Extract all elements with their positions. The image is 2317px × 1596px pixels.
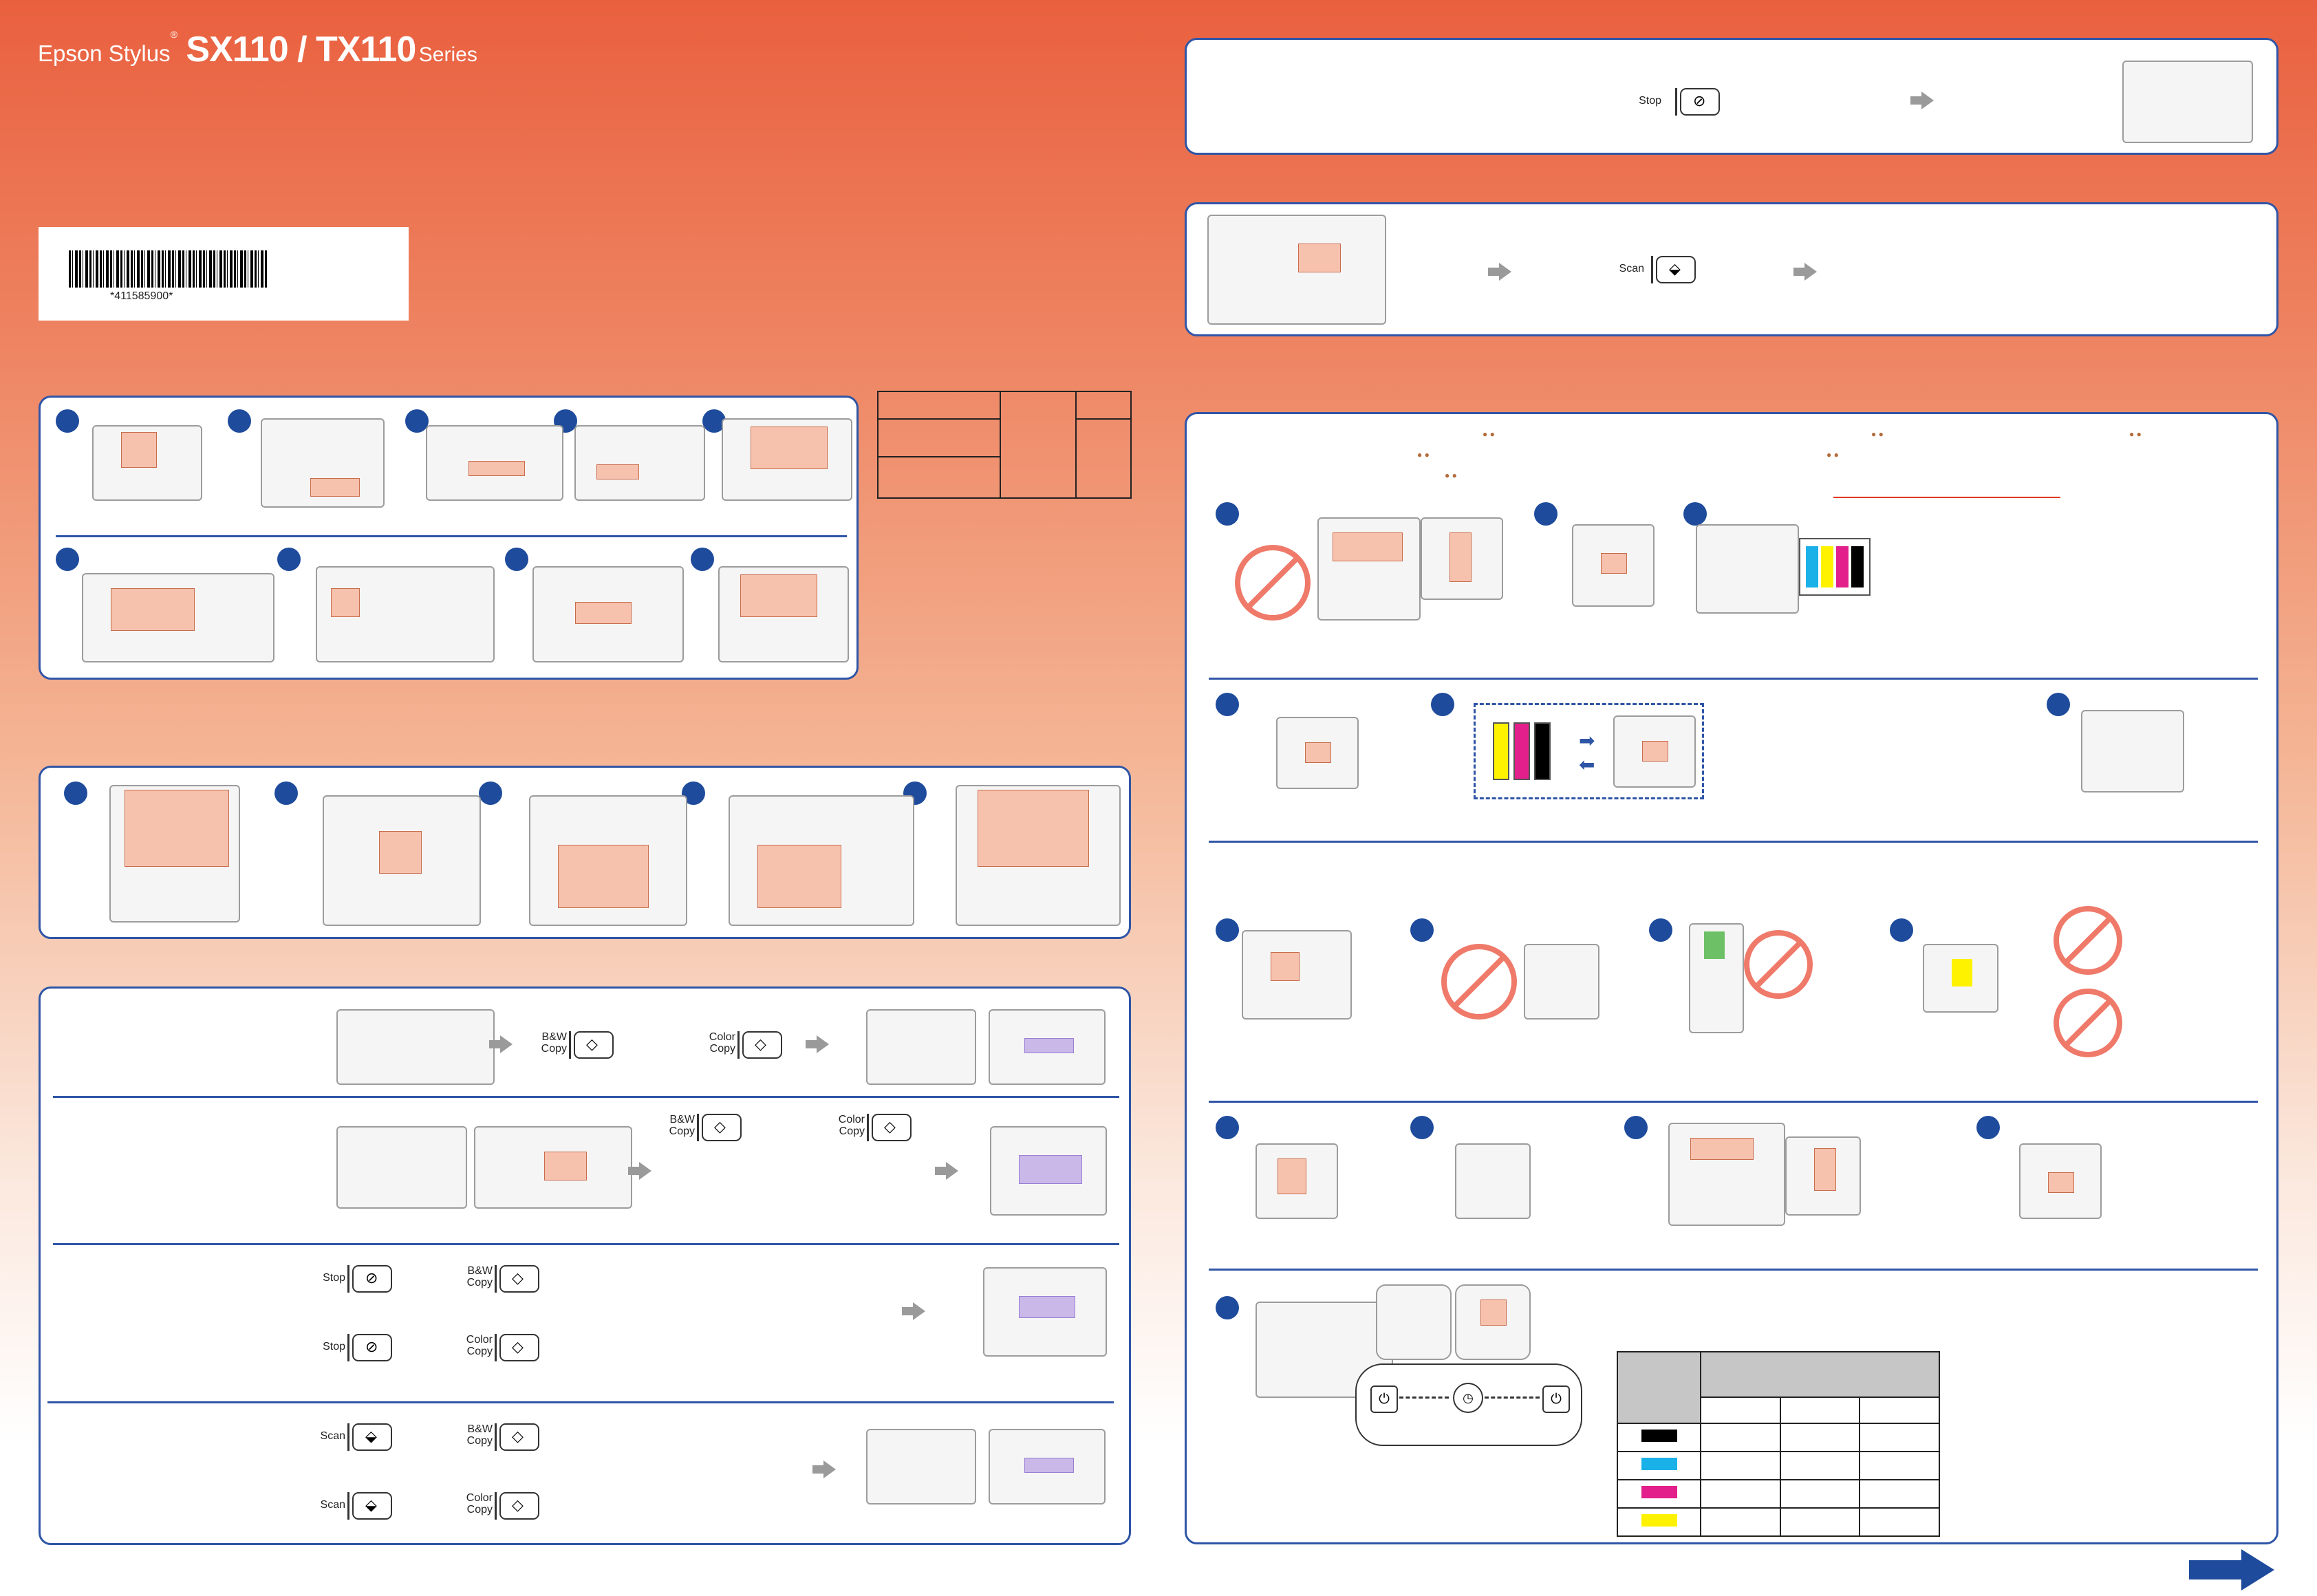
cartridge-insert-illustration xyxy=(1455,1143,1531,1219)
control-panel-illustration xyxy=(2019,1143,2102,1219)
color-copy-button[interactable] xyxy=(499,1492,539,1520)
ink-status-indicator: ● ● xyxy=(1826,450,1839,460)
button-separator xyxy=(347,1492,349,1520)
printer-illustration xyxy=(718,566,849,662)
scan-icon: ⬙ xyxy=(365,1427,377,1445)
step-marker xyxy=(1890,918,1913,942)
step-marker xyxy=(1410,918,1434,942)
step-marker xyxy=(405,409,429,433)
bw-copy-label: B&W Copy xyxy=(541,1031,567,1055)
step-marker xyxy=(1624,1116,1648,1139)
power-cord-illustration xyxy=(1376,1284,1452,1360)
step-marker xyxy=(1410,1116,1434,1139)
printer-illustration xyxy=(336,1126,467,1209)
step-marker xyxy=(277,548,301,571)
cartridge-holder-illustration xyxy=(1524,944,1599,1020)
arrow-right-icon xyxy=(913,1302,925,1320)
button-separator xyxy=(347,1423,349,1451)
stop-label: Stop xyxy=(323,1341,345,1352)
button-separator xyxy=(1675,88,1677,116)
bw-copy-button[interactable] xyxy=(574,1031,614,1059)
step-marker xyxy=(479,781,502,805)
scan-button[interactable] xyxy=(1656,256,1696,283)
divider xyxy=(47,1401,1114,1403)
paper-capacity-table xyxy=(877,391,1132,499)
start-icon: ◇ xyxy=(586,1035,598,1053)
paper-loading-panel xyxy=(39,396,859,680)
cartridge-unpack-illustration xyxy=(1689,923,1744,1033)
copy-output-illustration xyxy=(866,1429,976,1505)
arrow-right-icon xyxy=(817,1035,829,1053)
callout-line xyxy=(1833,497,2060,498)
bw-copy-button[interactable] xyxy=(499,1423,539,1451)
no-touch-icon xyxy=(1441,944,1517,1020)
ink-swatch-yellow xyxy=(1641,1514,1677,1527)
color-copy-label: Color Copy xyxy=(709,1031,735,1055)
step-marker xyxy=(56,548,79,571)
stop-icon: ⊘ xyxy=(365,1338,378,1355)
stop-button[interactable] xyxy=(1680,88,1720,116)
stop-panel xyxy=(1185,38,2278,155)
model-name: SX110 / TX110 xyxy=(186,30,416,69)
divider xyxy=(1209,678,2258,680)
ink-replacement-panel xyxy=(1185,412,2278,1544)
step-marker xyxy=(1216,1296,1239,1319)
document-placement-panel xyxy=(39,766,1131,939)
timer-icon: ◷ xyxy=(1453,1383,1483,1413)
barcode-box xyxy=(39,227,409,321)
ink-status-indicator: ● ● xyxy=(1483,429,1495,439)
no-touch-icon xyxy=(2054,906,2122,975)
copy-output-illustration xyxy=(989,1429,1106,1505)
scanner-illustration xyxy=(1207,215,1386,325)
step-marker xyxy=(64,781,87,805)
divider xyxy=(1209,841,2258,843)
ink-status-indicator: ● ● xyxy=(2129,429,2142,439)
printer-illustration xyxy=(532,566,684,662)
no-touch-icon xyxy=(1235,545,1311,621)
brand-title xyxy=(38,29,477,70)
color-copy-button[interactable] xyxy=(742,1031,782,1059)
start-icon: ◇ xyxy=(755,1035,766,1053)
button-separator xyxy=(495,1423,497,1451)
printer-open-illustration xyxy=(2081,710,2184,792)
arrow-right-icon xyxy=(500,1035,513,1053)
start-icon: ◇ xyxy=(884,1118,896,1135)
control-panel-illustration xyxy=(1572,524,1655,607)
printer-open-illustration xyxy=(1317,517,1421,621)
scan-button[interactable] xyxy=(352,1492,392,1520)
scanner-illustration xyxy=(323,795,481,926)
printer-illustration xyxy=(261,418,385,508)
ink-cartridge-set xyxy=(1799,538,1871,596)
copy-output-illustration xyxy=(990,1126,1107,1216)
start-icon: ◇ xyxy=(512,1427,524,1445)
arrow-right-icon xyxy=(1499,263,1511,281)
arrow-right-icon xyxy=(1804,263,1817,281)
brand-name: Epson Stylus xyxy=(38,41,171,66)
copy-output-illustration xyxy=(989,1009,1106,1085)
step-marker xyxy=(1649,918,1672,942)
cartridge-holder-illustration xyxy=(1785,1136,1861,1216)
cartridge-holder-illustration xyxy=(1421,517,1503,600)
next-page-arrow-icon[interactable] xyxy=(2189,1549,2276,1590)
printer-illustration xyxy=(316,566,495,662)
button-separator xyxy=(697,1114,699,1141)
copy-operations-panel xyxy=(39,986,1131,1545)
arrow-right-icon xyxy=(946,1162,958,1180)
printer-cartridges-illustration xyxy=(1696,524,1799,614)
power-icon: ⏻ xyxy=(1370,1385,1398,1413)
button-separator xyxy=(495,1334,497,1361)
step-marker xyxy=(228,409,251,433)
step-marker xyxy=(2047,693,2070,716)
bw-copy-label: B&W Copy xyxy=(466,1265,493,1288)
start-icon: ◇ xyxy=(714,1118,726,1135)
start-icon: ◇ xyxy=(512,1496,524,1513)
stop-icon: ⊘ xyxy=(1693,92,1706,109)
step-marker xyxy=(56,409,79,433)
printer-illustration xyxy=(722,418,852,501)
start-icon: ◇ xyxy=(512,1338,524,1355)
bw-copy-button[interactable] xyxy=(702,1114,742,1141)
barcode-text: *411585900* xyxy=(110,290,173,302)
scan-icon: ⬙ xyxy=(365,1496,377,1513)
bw-copy-label: B&W Copy xyxy=(466,1423,493,1447)
copy-output-illustration xyxy=(866,1009,976,1085)
step-marker xyxy=(1216,1116,1239,1139)
scanner-illustration xyxy=(956,785,1121,926)
color-copy-label: Color Copy xyxy=(466,1492,493,1516)
divider xyxy=(53,1096,1119,1098)
step-marker xyxy=(691,548,714,571)
step-marker xyxy=(1431,693,1454,716)
scan-label: Scan xyxy=(1619,263,1644,274)
power-icon: ⏻ xyxy=(1542,1385,1570,1413)
arrow-right-icon xyxy=(639,1162,651,1180)
power-button-illustration xyxy=(1455,1284,1531,1360)
button-separator xyxy=(1651,256,1653,283)
cartridge-insert-illustration xyxy=(1256,1143,1338,1219)
step-marker xyxy=(505,548,528,571)
color-copy-label: Color Copy xyxy=(838,1114,865,1137)
stop-button[interactable] xyxy=(352,1265,392,1293)
divider xyxy=(1209,1269,2258,1271)
button-separator xyxy=(737,1031,740,1059)
step-marker xyxy=(1216,918,1239,942)
step-marker xyxy=(1534,502,1558,526)
color-copy-button[interactable] xyxy=(872,1114,912,1141)
divider xyxy=(1209,1101,2258,1103)
scan-button[interactable] xyxy=(352,1423,392,1451)
ink-swatch-magenta xyxy=(1641,1486,1677,1498)
ink-status-indicator: ● ● xyxy=(1871,429,1884,439)
registered-mark: ® xyxy=(170,29,177,40)
cartridge-tape-illustration xyxy=(1923,944,1998,1013)
stop-label: Stop xyxy=(323,1272,345,1284)
printer-illustration xyxy=(82,573,274,662)
scanner-illustration xyxy=(109,785,240,923)
printer-illustration xyxy=(92,425,202,501)
barcode xyxy=(69,250,268,288)
button-separator xyxy=(867,1114,869,1141)
stop-button[interactable] xyxy=(352,1334,392,1361)
scanner-illustration xyxy=(729,795,914,926)
stop-icon: ⊘ xyxy=(365,1269,378,1286)
stop-label: Stop xyxy=(1639,95,1661,107)
arrow-right-icon xyxy=(1921,91,1934,109)
scanner-illustration xyxy=(474,1126,632,1209)
printer-illustration xyxy=(336,1009,495,1085)
step-marker xyxy=(1683,502,1707,526)
ink-swatch-black xyxy=(1641,1430,1677,1442)
printer-open-illustration xyxy=(1668,1123,1785,1226)
control-panel-illustration xyxy=(1276,717,1359,789)
printer-illustration xyxy=(426,425,563,501)
power-cycle-diagram xyxy=(1355,1363,1582,1446)
scan-label: Scan xyxy=(320,1499,345,1511)
divider xyxy=(53,1243,1119,1245)
ink-swatch-cyan xyxy=(1641,1458,1677,1470)
ink-status-indicator: ● ● xyxy=(1417,450,1430,460)
step-marker xyxy=(274,781,298,805)
arrow-right-icon xyxy=(823,1460,836,1478)
cartridge-shake-illustration xyxy=(1242,930,1352,1020)
start-icon: ◇ xyxy=(512,1269,524,1286)
scan-panel xyxy=(1185,202,2278,336)
no-touch-icon xyxy=(1744,930,1813,999)
scan-icon: ⬙ xyxy=(1669,260,1681,277)
no-touch-icon xyxy=(2054,989,2122,1057)
step-marker xyxy=(1976,1116,2000,1139)
ink-status-indicator: ● ● xyxy=(1445,471,1457,480)
step-marker xyxy=(1216,502,1239,526)
copy-output-illustration xyxy=(983,1267,1107,1357)
dashed-callout-box: ➡ ⬅ xyxy=(1474,703,1704,799)
printer-illustration xyxy=(574,425,705,501)
scanner-illustration xyxy=(529,795,687,926)
button-separator xyxy=(347,1265,349,1293)
button-separator xyxy=(569,1031,571,1059)
divider xyxy=(56,535,847,537)
ink-cartridge-table xyxy=(1617,1351,1940,1537)
printer-output-illustration xyxy=(2122,61,2253,143)
color-copy-button[interactable] xyxy=(499,1334,539,1361)
button-separator xyxy=(495,1492,497,1520)
bw-copy-label: B&W Copy xyxy=(669,1114,695,1137)
scan-label: Scan xyxy=(320,1430,345,1442)
series-label: Series xyxy=(418,43,477,66)
color-copy-label: Color Copy xyxy=(466,1334,493,1357)
button-separator xyxy=(347,1334,349,1361)
button-separator xyxy=(495,1265,497,1293)
step-marker xyxy=(1216,693,1239,716)
bw-copy-button[interactable] xyxy=(499,1265,539,1293)
